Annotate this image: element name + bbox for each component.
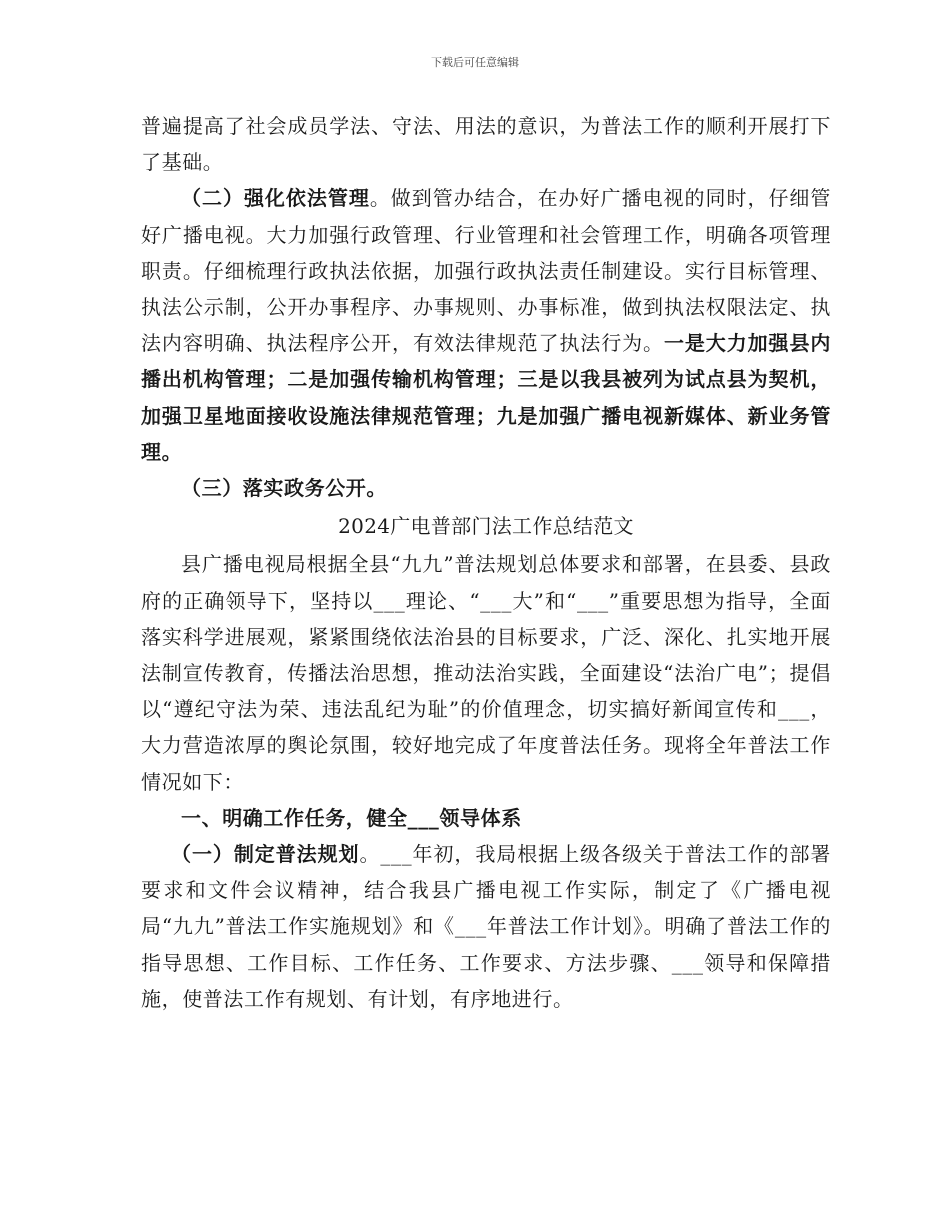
paragraph-legal-management-text: 。做到管办结合，在办好广播电视的同时，仔细管好广播电视。大力加强行政管理、行业管理和社会管理工作，明确各项管理职责。仔细梳理行政执法依据，加强行政执法责任制建设。实行目标管理、执法公示制，公开办事程序、办事规则、办事标准，做到执法权限法定、执法内容明确、执法程序公开，有效法律规范了执法行为。 (141, 186, 832, 356)
page-header: 下载后可任意编辑 (431, 56, 519, 69)
article-title: 2024广电普部门法工作总结范文 (338, 514, 634, 539)
paragraph-planning-text: 。___年初，我局根据上级各级关于普法工作的部署要求和文件会议精神，结合我县广播电视工作实际，制定了《广播电视局“九九”普法工作实施规划》和《___年普法工作计划》。明确了普法工作的指导思想、工作目标、工作任务、工作要求、方法步骤、___领导和保障措施，使普法工作有规划、有计划，有序地进行。 (141, 842, 831, 1011)
section-heading-1: 一、明确工作任务，健全___领导体系 (181, 805, 522, 830)
document-body (141, 108, 831, 1017)
article-title-wrap (141, 506, 831, 546)
paragraph-legal-management (141, 180, 831, 470)
subheading-planning: （一）制定普法规划 (171, 842, 360, 867)
paragraph-legal-management-emphasis: 一是大力加强县内播出机构管理；二是加强传输机构管理；三是以我县被列为试点县为契机，加强卫星地面接收设施法律规范管理；九是加强广播电视新媒体、新业务管理。 (141, 331, 831, 464)
paragraph-intro: 县广播电视局根据全县“九九”普法规划总体要求和部署，在县委、县政府的正确领导下，坚持以___理论、“___大”和“___”重要思想为指导，全面落实科学进展观，紧紧围绕依法治县的目标要求，广泛、深化、扎实地开展法制宣传教育，传播法治思想，推动法治实践，全面建设“法治广电”；提倡以“遵纪守法为荣、违法乱纪为耻”的价值理念，切实搞好新闻宣传和___，大力营造浓厚的舆论氛围，较好地完成了年度普法任务。现将全年普法工作情况如下： (141, 552, 831, 794)
subheading-legal-management: （二）强化依法管理 (181, 186, 370, 211)
subheading-government-affairs: （三）落实政务公开。 (181, 476, 387, 501)
paragraph-continued: 普遍提高了社会成员学法、守法、用法的意识，为普法工作的顺利开展打下了基础。 (141, 114, 831, 175)
paragraph-planning (141, 836, 831, 1017)
